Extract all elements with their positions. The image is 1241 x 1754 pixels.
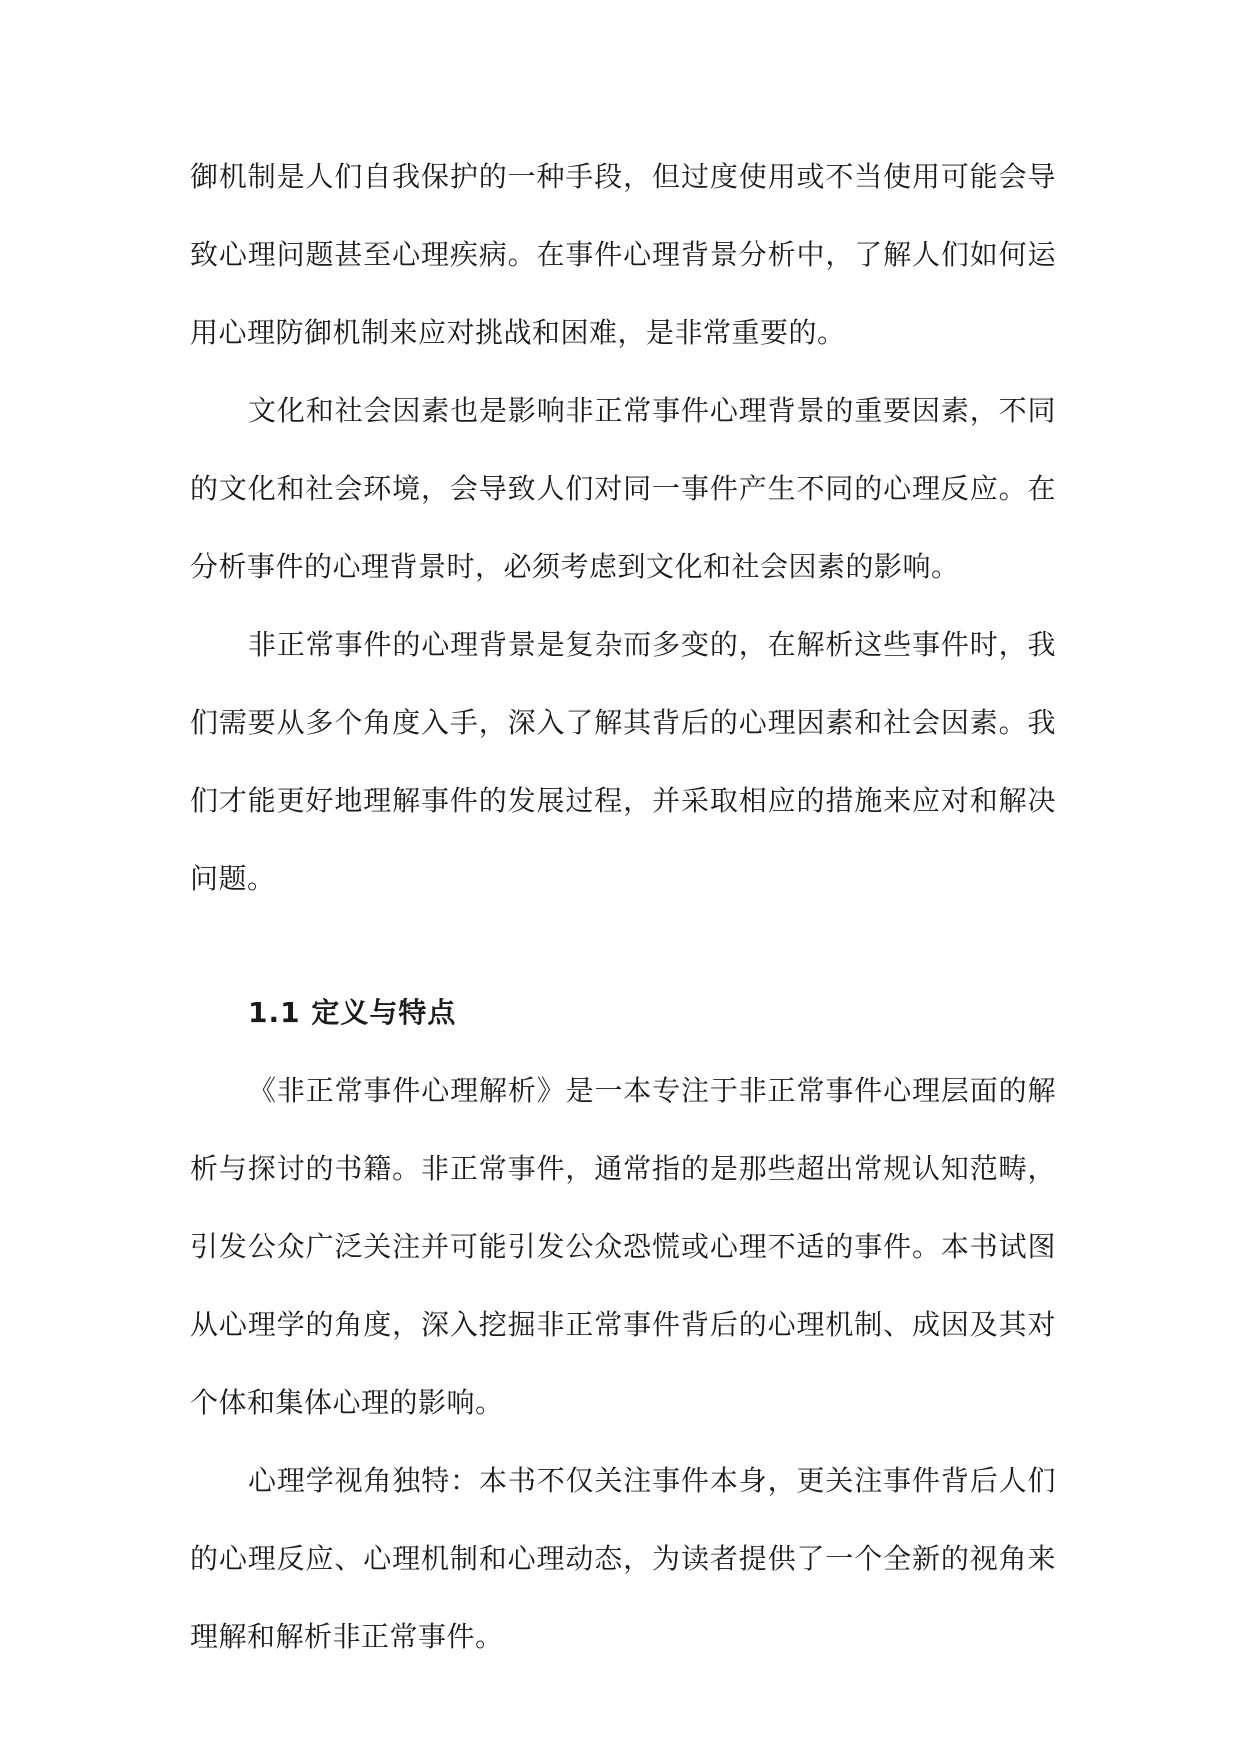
paragraph-psychology-perspective: 心理学视角独特：本书不仅关注事件本身，更关注事件背后人们的心理反应、心理机制和心理动态，为读者提供了一个全新的视角来理解和解析非正常事件。 <box>190 1464 1056 1653</box>
paragraph-book-intro: 《非正常事件心理解析》是一本专注于非正常事件心理层面的解析与探讨的书籍。非正常事件，通常指的是那些超出常规认知范畴，引发公众广泛关注并可能引发公众恐慌或心理不适的事件。本书试图从心理学的角度，深入挖掘非正常事件背后的心理机制、成因及其对个体和集体心理的影响。 <box>190 1074 1056 1419</box>
paragraph-culture-society: 文化和社会因素也是影响非正常事件心理背景的重要因素，不同的文化和社会环境，会导致人们对同一事件产生不同的心理反应。在分析事件的心理背景时，必须考虑到文化和社会因素的影响。 <box>190 394 1056 583</box>
section-heading: 1.1 定义与特点 <box>248 996 457 1029</box>
document-body <box>190 138 1056 1676</box>
paragraph-defense-mechanism: 御机制是人们自我保护的一种手段，但过度使用或不当使用可能会导致心理问题甚至心理疾病。在事件心理背景分析中，了解人们如何运用心理防御机制来应对挑战和困难，是非常重要的。 <box>190 160 1056 349</box>
paragraph-complex-background: 非正常事件的心理背景是复杂而多变的，在解析这些事件时，我们需要从多个角度入手，深入了解其背后的心理因素和社会因素。我们才能更好地理解事件的发展过程，并采取相应的措施来应对和解决问题。 <box>190 628 1056 895</box>
